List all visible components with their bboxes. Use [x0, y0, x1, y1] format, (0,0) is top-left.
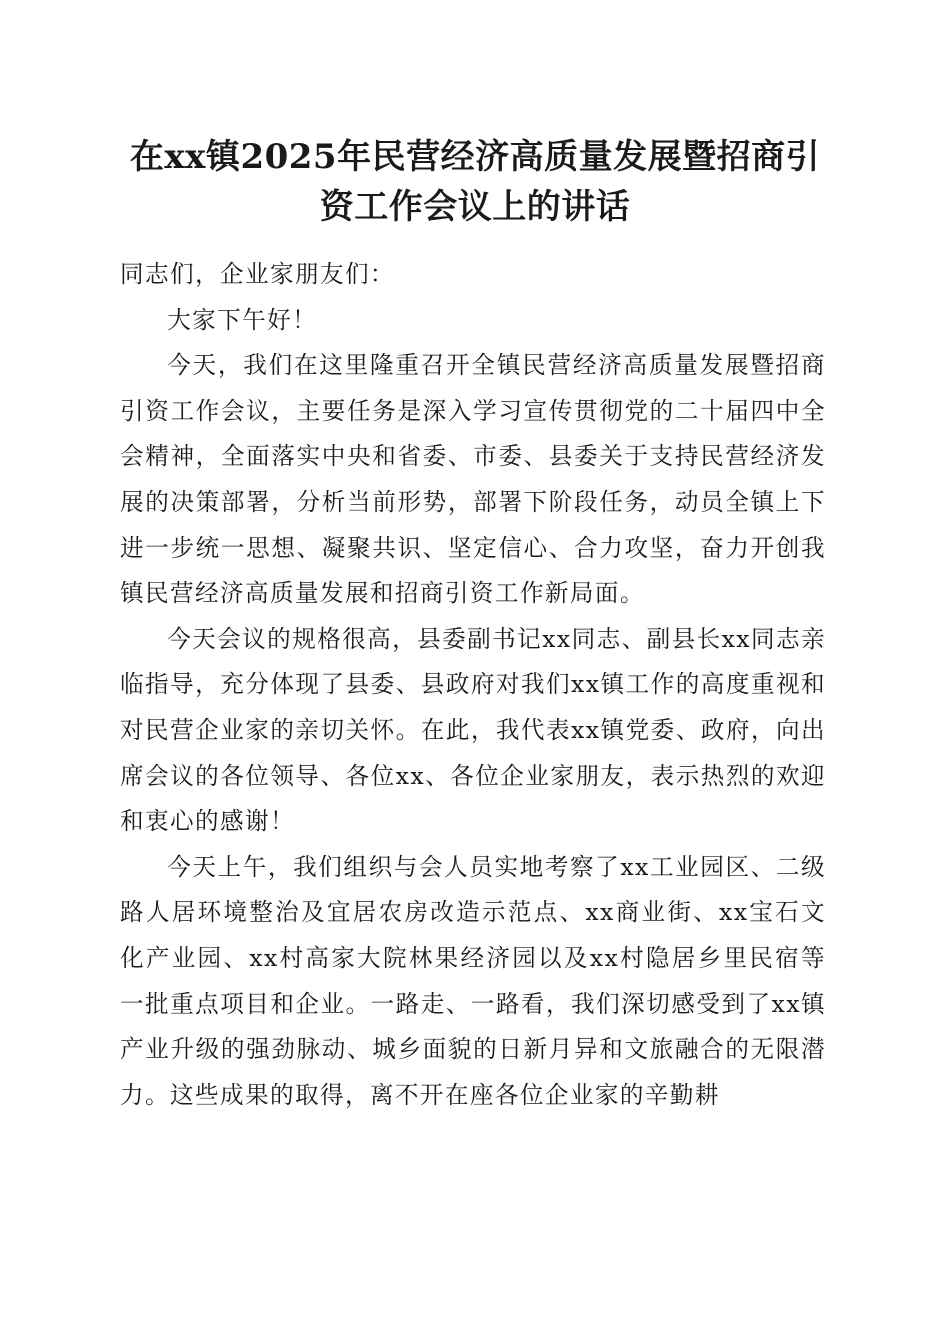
title-line-1: 在xx镇2025年民营经济高质量发展暨招商引 [129, 137, 821, 177]
greeting: 大家下午好！ [167, 305, 318, 334]
salutation: 同志们，企业家朋友们： [120, 260, 395, 288]
paragraph-2: 今天会议的规格很高，县委副书记xx同志、副县长xx同志亲临指导，充分体现了县委、县政府对我们xx镇工作的高度重视和对民营企业家的亲切关怀。在此，我代表xx镇党委、政府，向出席会议的各位领导、各位xx、各位企业家朋友，表示热烈的欢迎和衷心的感谢！ [120, 624, 826, 836]
paragraph-1: 今天，我们在这里隆重召开全镇民营经济高质量发展暨招商引资工作会议，主要任务是深入学习宣传贯彻党的二十届四中全会精神，全面落实中央和省委、市委、县委关于支持民营经济发展的决策部署，分析当前形势，部署下阶段任务，动员全镇上下进一步统一思想、凝聚共识、坚定信心、合力攻坚，奋力开创我镇民营经济高质量发展和招商引资工作新局面。 [120, 351, 826, 608]
title-line-2: 资工作会议上的讲话 [319, 187, 631, 227]
document-title [118, 132, 832, 232]
paragraph-3: 今天上午，我们组织与会人员实地考察了xx工业园区、二级路人居环境整治及宜居农房改造示范点、xx商业街、xx宝石文化产业园、xx村高家大院林果经济园以及xx村隐居乡里民宿等一批重点项目和企业。一路走、一路看，我们深切感受到了xx镇产业升级的强劲脉动、城乡面貌的日新月异和文旅融合的无限潜力。这些成果的取得，离不开在座各位企业家的辛勤耕 [120, 852, 826, 1109]
document-body [120, 252, 826, 1118]
